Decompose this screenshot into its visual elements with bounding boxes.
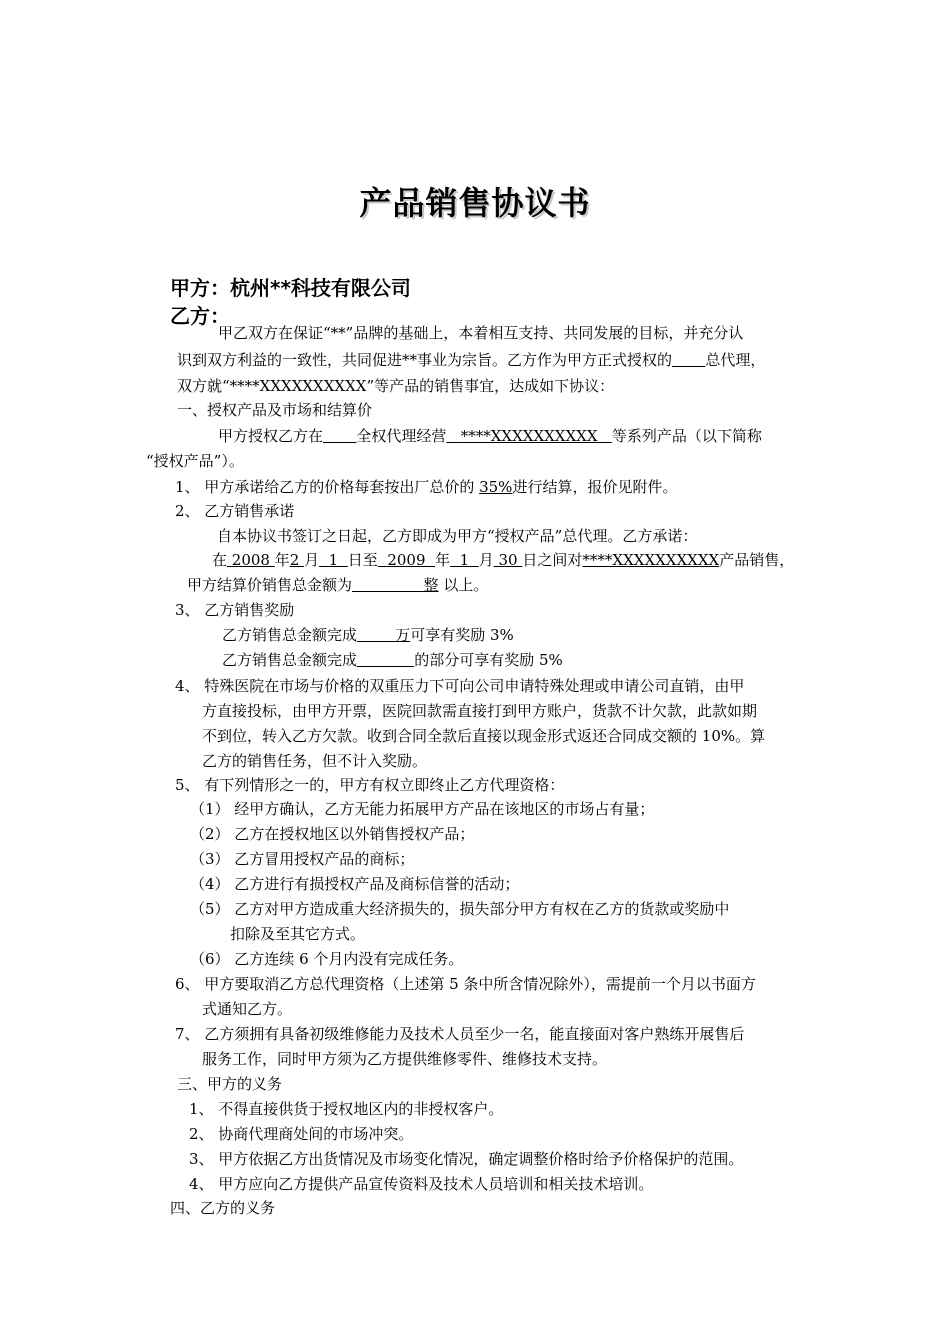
item-4-line-3: 不到位，转入乙方欠款。收到合同全款后直接以现金形式返还合同成交额的 10%。算	[202, 727, 766, 745]
item-7-line-1: 7、 乙方须拥有具备初级维修能力及技术人员至少一名，能直接面对客户熟练开展售后	[175, 1025, 745, 1043]
item-5-sub-1: （1） 经甲方确认，乙方无能力拓展甲方产品在该地区的市场占有量；	[190, 800, 655, 818]
section-4-heading: 四、乙方的义务	[170, 1199, 276, 1217]
section-1-line-2: “授权产品”）。	[146, 452, 244, 470]
section-3-item-3: 3、 甲方依据乙方出货情况及市场变化情况，确定调整价格时给予价格保护的范围。	[189, 1150, 744, 1168]
section-1-heading: 一、授权产品及市场和结算价	[177, 401, 373, 419]
item-4-line-2: 方直接投标，由甲方开票，医院回款需直接打到甲方账户，货款不计欠款，此款如期	[202, 702, 758, 720]
item-2-line-3: 甲方结算价销售总金额为 整 以上。	[187, 576, 489, 594]
item-3-line-1: 乙方销售总金额完成 万可享有奖励 3%	[222, 626, 514, 644]
item-7-line-2: 服务工作，同时甲方须为乙方提供维修零件、维修技术支持。	[202, 1050, 608, 1068]
party-b: 乙方：	[170, 304, 230, 328]
item-5-heading: 5、 有下列情形之一的，甲方有权立即终止乙方代理资格：	[175, 776, 565, 794]
party-a: 甲方：杭州**科技有限公司	[170, 276, 411, 300]
intro-line-1: 甲乙双方在保证“**”品牌的基础上，本着相互支持、共同发展的目标，并充分认	[218, 324, 744, 342]
section-3-heading: 三、甲方的义务	[177, 1075, 283, 1093]
item-3-heading: 3、 乙方销售奖励	[175, 601, 295, 619]
item-2-line-2: 在 2008 年2 月 1 日至 2009 年 1 月 30 日之间对****XXXXXXXXXX产品销售，	[212, 551, 795, 569]
item-2-line-1: 自本协议书签订之日起，乙方即成为甲方“授权产品”总代理。乙方承诺：	[217, 527, 698, 545]
document-title: 产品销售协议书	[359, 184, 591, 222]
item-5-sub-5: （5） 乙方对甲方造成重大经济损失的，损失部分甲方有权在乙方的货款或奖励中	[190, 900, 730, 918]
item-6-line-2: 式通知乙方。	[202, 1000, 293, 1018]
section-3-item-1: 1、 不得直接供货于授权地区内的非授权客户。	[189, 1100, 504, 1118]
item-5-sub-2: （2） 乙方在授权地区以外销售授权产品；	[190, 825, 475, 843]
item-5-sub-3: （3） 乙方冒用授权产品的商标；	[190, 850, 415, 868]
item-5-sub-6: （6） 乙方连续 6 个月内没有完成任务。	[190, 950, 464, 968]
item-2-heading: 2、 乙方销售承诺	[175, 502, 295, 520]
item-4-line-1: 4、 特殊医院在市场与价格的双重压力下可向公司申请特殊处理或申请公司直销，由甲	[175, 677, 745, 695]
intro-line-3: 双方就“****XXXXXXXXXX”等产品的销售事宜，达成如下协议：	[177, 377, 615, 395]
item-6-line-1: 6、 甲方要取消乙方总代理资格（上述第 5 条中所含情况除外），需提前一个月以书面方	[175, 975, 756, 993]
item-3-line-2: 乙方销售总金额完成 的部分可享有奖励 5%	[222, 651, 563, 669]
item-4-line-4: 乙方的销售任务，但不计入奖励。	[202, 752, 428, 770]
item-1: 1、 甲方承诺给乙方的价格每套按出厂总价的 35%进行结算，报价见附件。	[175, 478, 678, 496]
section-3-item-2: 2、 协商代理商处间的市场冲突。	[189, 1125, 414, 1143]
section-3-item-4: 4、 甲方应向乙方提供产品宣传资料及技术人员培训和相关技术培训。	[189, 1175, 654, 1193]
item-5-sub-4: （4） 乙方进行有损授权产品及商标信誉的活动；	[190, 875, 520, 893]
section-1-line-1: 甲方授权乙方在 全权代理经营 ****XXXXXXXXXX 等系列产品（以下简称	[218, 427, 762, 445]
intro-line-2: 识到双方利益的一致性，共同促进**事业为宗旨。乙方作为甲方正式授权的 总代理，	[177, 351, 766, 369]
item-5-sub-5-cont: 扣除及至其它方式。	[230, 925, 366, 943]
